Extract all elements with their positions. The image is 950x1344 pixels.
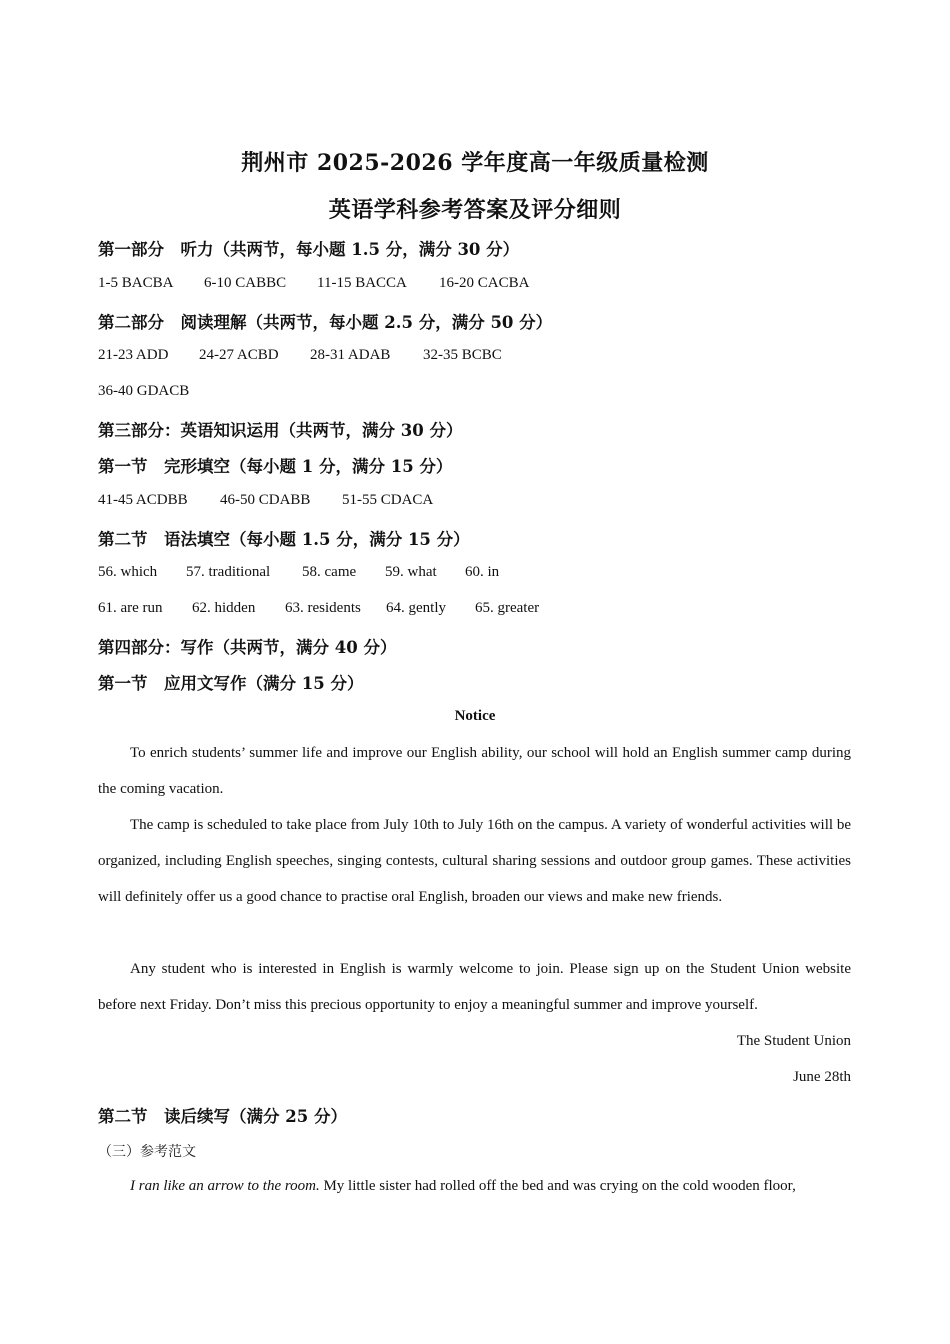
page-subtitle: 英语学科参考答案及评分细则 [328, 197, 622, 223]
part1-heading: 第一部分 听力（共两节，每小题 1.5 分，满分 30 分） [98, 240, 520, 259]
answer-group: 56. which [98, 564, 158, 580]
part3-section2-heading: 第二节 语法填空（每小题 1.5 分，满分 15 分） [98, 530, 470, 549]
part3-heading: 第三部分：英语知识运用（共两节，满分 30 分） [98, 421, 463, 440]
part3-section2-answers-row1 [98, 564, 499, 581]
answer-group: 24-27 ACBD [199, 347, 279, 363]
answer-group: 62. hidden [192, 600, 256, 616]
notice-paragraph: The camp is scheduled to take place from July 10th to July 16th on the campus. A variety of wonderful activities will be organized, including English speeches, singing contests, cultural sharing sessions and outdoor group games. These activities will definitely offer us a good chance to practise oral English, broaden our views and make new friends. [98, 817, 851, 905]
sample-essay-label: （三）参考范文 [98, 1144, 196, 1160]
notice-signature: The Student Union [736, 1033, 851, 1049]
answer-group: 41-45 ACDBB [98, 492, 188, 508]
answer-group: 11-15 BACCA [317, 275, 407, 291]
answer-group: 51-55 CDACA [342, 492, 434, 508]
answer-group: 63. residents [285, 600, 361, 616]
answer-group: 46-50 CDABB [220, 492, 311, 508]
part1-answers [98, 275, 529, 292]
notice-paragraph: Any student who is interested in English is warmly welcome to join. Please sign up on the Student Union website before next Friday. Don’t miss this precious opportunity to enjoy a meaningful summer and improve yourself. [98, 961, 851, 1013]
notice-date: June 28th [793, 1069, 851, 1085]
notice-title: Notice [454, 708, 496, 724]
part2-answers-row1 [98, 347, 502, 364]
answer-group: 57. traditional [186, 564, 271, 580]
answer-group: 61. are run [98, 600, 163, 616]
answer-group: 16-20 CACBA [439, 275, 530, 291]
page-title: 荆州市 2025-2026 学年度高一年级质量检测 [241, 150, 709, 176]
answer-group: 32-35 BCBC [423, 347, 502, 363]
notice-paragraph: To enrich students’ summer life and improve our English ability, our school will hold an English summer camp during the coming vacation. [98, 745, 851, 797]
answer-group: 64. gently [386, 600, 446, 616]
part3-section2-answers-row2 [98, 600, 539, 617]
answer-group: 1-5 BACBA [98, 275, 174, 291]
essay-opening-sentence: I ran like an arrow to the room. [130, 1178, 320, 1194]
part3-section1-answers [98, 492, 433, 509]
answer-group: 6-10 CABBC [204, 275, 287, 291]
answer-group: 65. greater [475, 600, 540, 616]
sample-essay-text [98, 1168, 851, 1204]
answer-group: 60. in [465, 564, 500, 580]
part3-section1-heading: 第一节 完形填空（每小题 1 分，满分 15 分） [98, 457, 453, 476]
essay-continuation: My little sister had rolled off the bed and was crying on the cold wooden floor, [319, 1178, 796, 1194]
answer-group: 28-31 ADAB [310, 347, 391, 363]
part4-section2-heading: 第二节 读后续写（满分 25 分） [98, 1107, 347, 1126]
part4-heading: 第四部分：写作（共两节，满分 40 分） [98, 638, 397, 657]
part2-heading: 第二部分 阅读理解（共两节，每小题 2.5 分，满分 50 分） [98, 313, 553, 332]
part4-section1-heading: 第一节 应用文写作（满分 15 分） [98, 674, 364, 693]
answer-group: 59. what [385, 564, 437, 580]
answer-group: 58. came [302, 564, 357, 580]
part2-answers-row2 [98, 383, 189, 400]
answer-group: 36-40 GDACB [98, 383, 190, 399]
answer-group: 21-23 ADD [98, 347, 169, 363]
